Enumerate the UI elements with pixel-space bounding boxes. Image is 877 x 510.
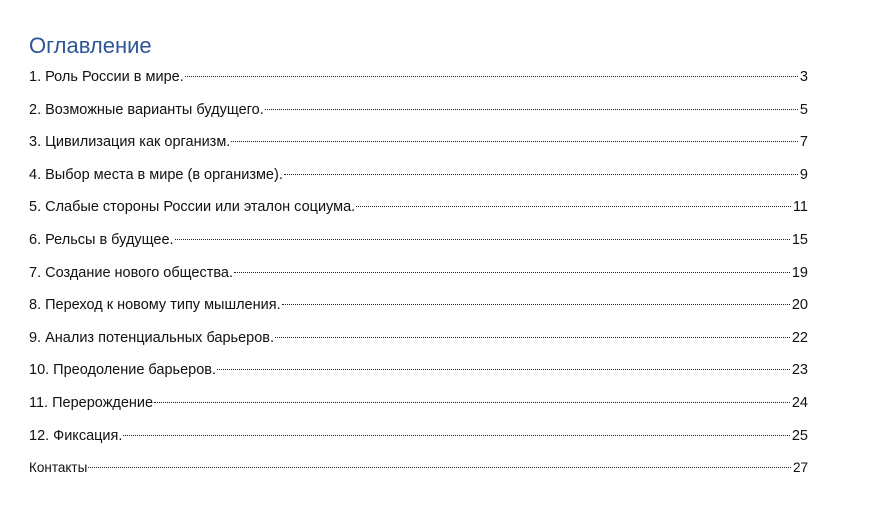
dot-leader <box>185 76 798 77</box>
toc-entry-label: 9. Анализ потенциальных барьеров. <box>29 329 275 346</box>
toc-entry-page: 20 <box>791 297 808 314</box>
dot-leader <box>284 174 798 175</box>
toc-entry-label: 7. Создание нового общества. <box>29 264 234 281</box>
toc-entry-8[interactable] <box>29 291 808 324</box>
toc-entry-12[interactable] <box>29 422 808 455</box>
toc-entry-11[interactable] <box>29 389 808 422</box>
toc-entry-label: 6. Рельсы в будущее. <box>29 231 174 248</box>
toc-entry-label: 5. Слабые стороны России или эталон социума. <box>29 199 356 216</box>
dot-leader <box>265 109 798 110</box>
toc-entry-contacts[interactable] <box>29 454 808 487</box>
toc-entry-page: 19 <box>791 264 808 281</box>
dot-leader <box>154 402 790 403</box>
toc-entry-4[interactable] <box>29 161 808 194</box>
toc-entry-page: 9 <box>799 166 808 183</box>
toc-entry-label: 1. Роль России в мире. <box>29 69 184 85</box>
toc-entry-label: Контакты <box>29 460 88 476</box>
dot-leader <box>275 337 790 338</box>
toc-entry-1[interactable] <box>29 63 808 96</box>
dot-leader <box>356 206 791 207</box>
toc-entry-page: 27 <box>792 460 808 476</box>
toc-entry-page: 5 <box>799 101 808 118</box>
toc-heading: Оглавление <box>29 33 152 58</box>
toc-entry-10[interactable] <box>29 356 808 389</box>
dot-leader <box>88 467 791 468</box>
dot-leader <box>217 369 790 370</box>
toc-entry-6[interactable] <box>29 226 808 259</box>
toc-list <box>29 63 808 487</box>
toc-entry-label: 10. Преодоление барьеров. <box>29 362 216 379</box>
dot-leader <box>175 239 790 240</box>
toc-entry-label: 11. Перерождение <box>29 394 154 411</box>
toc-entry-page: 25 <box>791 427 808 444</box>
toc-entry-label: 3. Цивилизация как организм. <box>29 134 231 151</box>
toc-entry-label: 4. Выбор места в мире (в организме). <box>29 166 283 183</box>
dot-leader <box>282 304 790 305</box>
toc-entry-page: 11 <box>792 199 808 216</box>
toc-entry-7[interactable] <box>29 259 808 292</box>
toc-entry-page: 15 <box>791 231 808 248</box>
toc-entry-page: 3 <box>799 69 808 85</box>
toc-entry-2[interactable] <box>29 96 808 129</box>
toc-entry-page: 24 <box>791 394 808 411</box>
dot-leader <box>231 141 798 142</box>
toc-entry-label: 12. Фиксация. <box>29 427 123 444</box>
dot-leader <box>234 272 790 273</box>
toc-entry-3[interactable] <box>29 128 808 161</box>
toc-entry-9[interactable] <box>29 324 808 357</box>
toc-entry-label: 2. Возможные варианты будущего. <box>29 101 264 118</box>
toc-entry-page: 23 <box>791 362 808 379</box>
toc-entry-5[interactable] <box>29 193 808 226</box>
toc-entry-label: 8. Переход к новому типу мышления. <box>29 297 281 314</box>
toc-entry-page: 7 <box>799 134 808 151</box>
dot-leader <box>123 435 789 436</box>
toc-entry-page: 22 <box>791 329 808 346</box>
